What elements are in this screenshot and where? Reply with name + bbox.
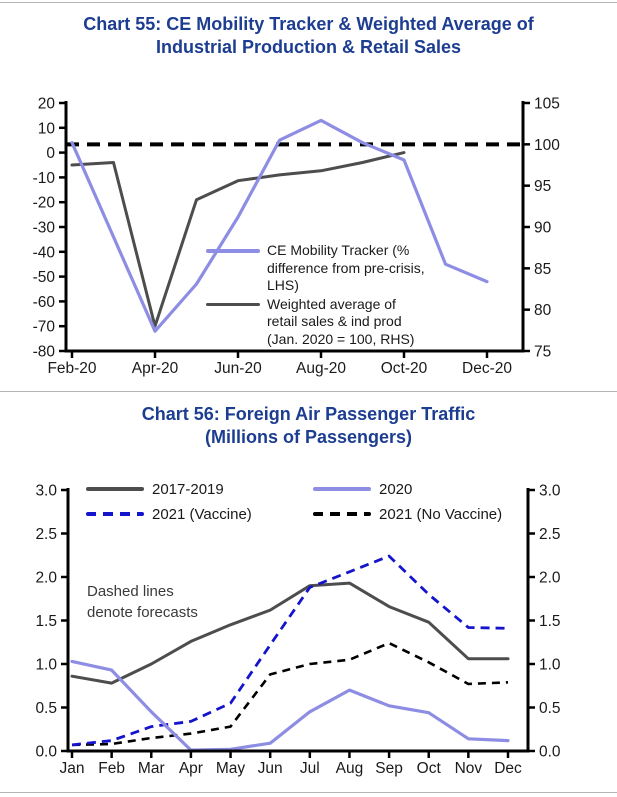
left-tick-label: 10 — [37, 120, 55, 138]
weighted-average-legend-label: Weighted average of retail sales & ind prod (Jan. 2020 = 100, RHS) — [267, 295, 415, 347]
mobility-legend-label: CE Mobility Tracker (% difference from pre-crisis, LHS) — [267, 242, 425, 293]
right-tick-label: 80 — [534, 302, 552, 320]
right-tick-label: 1.5 — [539, 613, 561, 630]
left-tick-label: -20 — [32, 194, 55, 212]
left-tick-label: -50 — [32, 269, 55, 287]
x-tick-label: Sep — [375, 760, 403, 777]
legend-item-weighted-average — [206, 296, 425, 349]
left-tick-label: -30 — [32, 219, 55, 237]
left-tick-label: 0 — [46, 145, 55, 163]
right-tick-label: 105 — [534, 95, 560, 113]
left-tick-label: 1.5 — [35, 613, 57, 630]
right-tick-label: 2.0 — [539, 569, 561, 587]
left-tick-label: 1.0 — [35, 656, 57, 674]
label-2017-2019: 2017-2019 — [152, 481, 224, 498]
left-tick-label: 3.0 — [35, 482, 57, 500]
left-tick-label: 0.5 — [35, 700, 57, 717]
x-tick-label: Oct-20 — [380, 360, 428, 377]
right-tick-label: 90 — [534, 219, 552, 237]
right-tick-label: 100 — [534, 136, 560, 154]
x-tick-label: Dec — [494, 760, 522, 777]
x-tick-label: Nov — [454, 760, 483, 777]
series-line-1 — [72, 661, 508, 750]
left-tick-label: -60 — [32, 293, 55, 311]
x-tick-label: Jan — [59, 760, 85, 777]
line-2020-marker — [313, 487, 371, 491]
left-tick-label: 0.0 — [35, 743, 57, 761]
x-tick-label: Jun — [257, 760, 283, 777]
left-tick-label: 2.0 — [35, 569, 57, 587]
x-tick-label: Feb — [98, 760, 125, 777]
weighted-average-line-marker — [206, 303, 260, 307]
right-tick-label: 0.0 — [539, 743, 561, 761]
forecast-annotation: Dashed lines denote forecasts — [87, 583, 198, 621]
line-2021-vaccine-marker — [86, 512, 144, 516]
legend-item-2020 — [313, 480, 412, 499]
legend-item-mobility — [206, 242, 425, 295]
chart55-title — [0, 13, 617, 59]
x-tick-label: Aug — [335, 760, 364, 777]
x-tick-label: Jun-20 — [214, 360, 262, 377]
right-tick-label: 95 — [534, 178, 552, 196]
left-tick-label: -80 — [32, 343, 55, 361]
chart56-title-line1: Chart 56: Foreign Air Passenger Traffic — [141, 404, 476, 424]
x-tick-label: Aug-20 — [296, 360, 346, 377]
right-tick-label: 75 — [534, 343, 552, 361]
chart56-title-line2: (Millions of Passengers) — [204, 427, 413, 447]
left-tick-label: -40 — [32, 244, 55, 262]
middle-divider — [0, 391, 617, 392]
line-2021-no-vaccine-marker — [313, 512, 371, 516]
right-tick-label: 0.5 — [539, 700, 561, 717]
x-tick-label: Dec-20 — [462, 360, 512, 377]
left-tick-label: -70 — [32, 318, 55, 336]
mobility-line-marker — [206, 249, 260, 253]
line-2017-2019-marker — [86, 487, 144, 491]
bottom-divider — [0, 792, 617, 793]
right-tick-label: 1.0 — [539, 656, 561, 674]
label-2020: 2020 — [379, 481, 413, 498]
series-line-3 — [72, 643, 508, 745]
label-2021-no-vaccine: 2021 (No Vaccine) — [379, 506, 503, 523]
chart56-plot — [0, 478, 617, 790]
chart55-legend — [206, 242, 425, 348]
x-tick-label: Oct — [416, 760, 441, 777]
x-tick-label: Feb-20 — [47, 360, 97, 377]
x-tick-label: Apr — [178, 760, 203, 777]
legend-item-2021-vaccine — [86, 505, 252, 524]
top-divider — [0, 2, 617, 3]
x-tick-label: Apr-20 — [131, 360, 179, 377]
left-tick-label: 20 — [37, 95, 55, 113]
right-tick-label: 2.5 — [539, 526, 561, 543]
label-2021-vaccine: 2021 (Vaccine) — [152, 506, 252, 523]
right-tick-label: 3.0 — [539, 482, 561, 500]
chart55-title-line2: Industrial Production & Retail Sales — [155, 37, 462, 57]
left-tick-label: 2.5 — [35, 526, 57, 543]
chart55-title-line1: Chart 55: CE Mobility Tracker & Weighted Average of — [83, 14, 534, 34]
left-tick-label: -10 — [32, 169, 55, 187]
right-tick-label: 85 — [534, 260, 552, 278]
legend-item-2017-2019 — [86, 480, 224, 499]
x-tick-label: Jul — [299, 760, 320, 777]
legend-item-2021-no-vaccine — [313, 505, 502, 524]
x-tick-label: Mar — [137, 760, 165, 777]
x-tick-label: May — [215, 760, 246, 777]
chart56-title — [0, 403, 617, 449]
